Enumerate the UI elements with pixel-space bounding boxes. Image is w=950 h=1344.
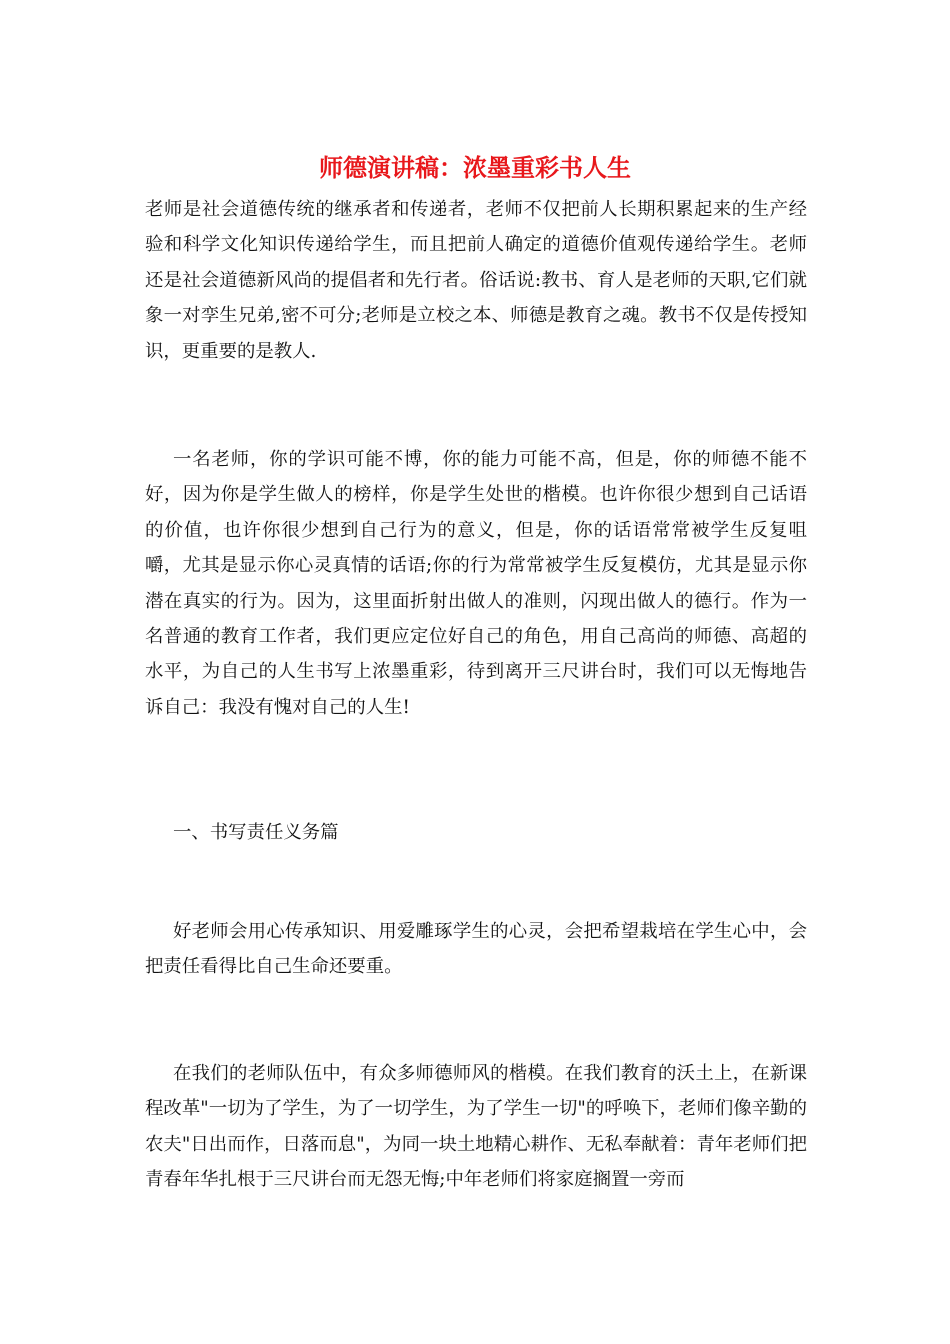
document-title: 师德演讲稿：浓墨重彩书人生	[319, 154, 631, 182]
paragraph-intro: 老师是社会道德传统的继承者和传递者，老师不仅把前人长期积累起来的生产经验和科学文化知识传递给学生，而且把前人确定的道德价值观传递给学生。老师还是社会道德新风尚的提倡者和先行者。俗话说:教书、育人是老师的天职,它们就象一对孪生兄弟,密不可分;老师是立校之本、师德是教育之魂。教书不仅是传授知识，更重要的是教人.	[145, 199, 807, 362]
paragraph-good-teacher: 好老师会用心传承知识、用爱雕琢学生的心灵，会把希望栽培在学生心中，会把责任看得比自己生命还要重。	[145, 921, 807, 978]
paragraph-teacher-virtue: 一名老师，你的学识可能不博，你的能力可能不高，但是，你的师德不能不好，因为你是学生做人的榜样，你是学生处世的楷模。也许你很少想到自己话语的价值，也许你很少想到自己行为的意义，但是，你的话语常常被学生反复咀嚼，尤其是显示你心灵真情的话语;你的行为常常被学生反复模仿，尤其是显示你潜在真实的行为。因为，这里面折射出做人的准则，闪现出做人的德行。作为一名普通的教育工作者，我们更应定位好自己的角色，用自己高尚的师德、高超的水平，为自己的人生书写上浓墨重彩，待到离开三尺讲台时，我们可以无悔地告诉自己：我没有愧对自己的人生!	[145, 449, 807, 718]
section-heading-responsibility: 一、书写责任义务篇	[173, 822, 339, 843]
paragraph-role-models: 在我们的老师队伍中，有众多师德师风的楷模。在我们教育的沃土上，在新课程改革"一切为了学生，为了一切学生，为了学生一切"的呼唤下，老师们像辛勤的农夫"日出而作，日落而息"，为同一块土地精心耕作、无私奉献着：青年老师们把青春年华扎根于三尺讲台而无怨无悔;中年老师们将家庭搁置一旁而	[145, 1063, 807, 1191]
